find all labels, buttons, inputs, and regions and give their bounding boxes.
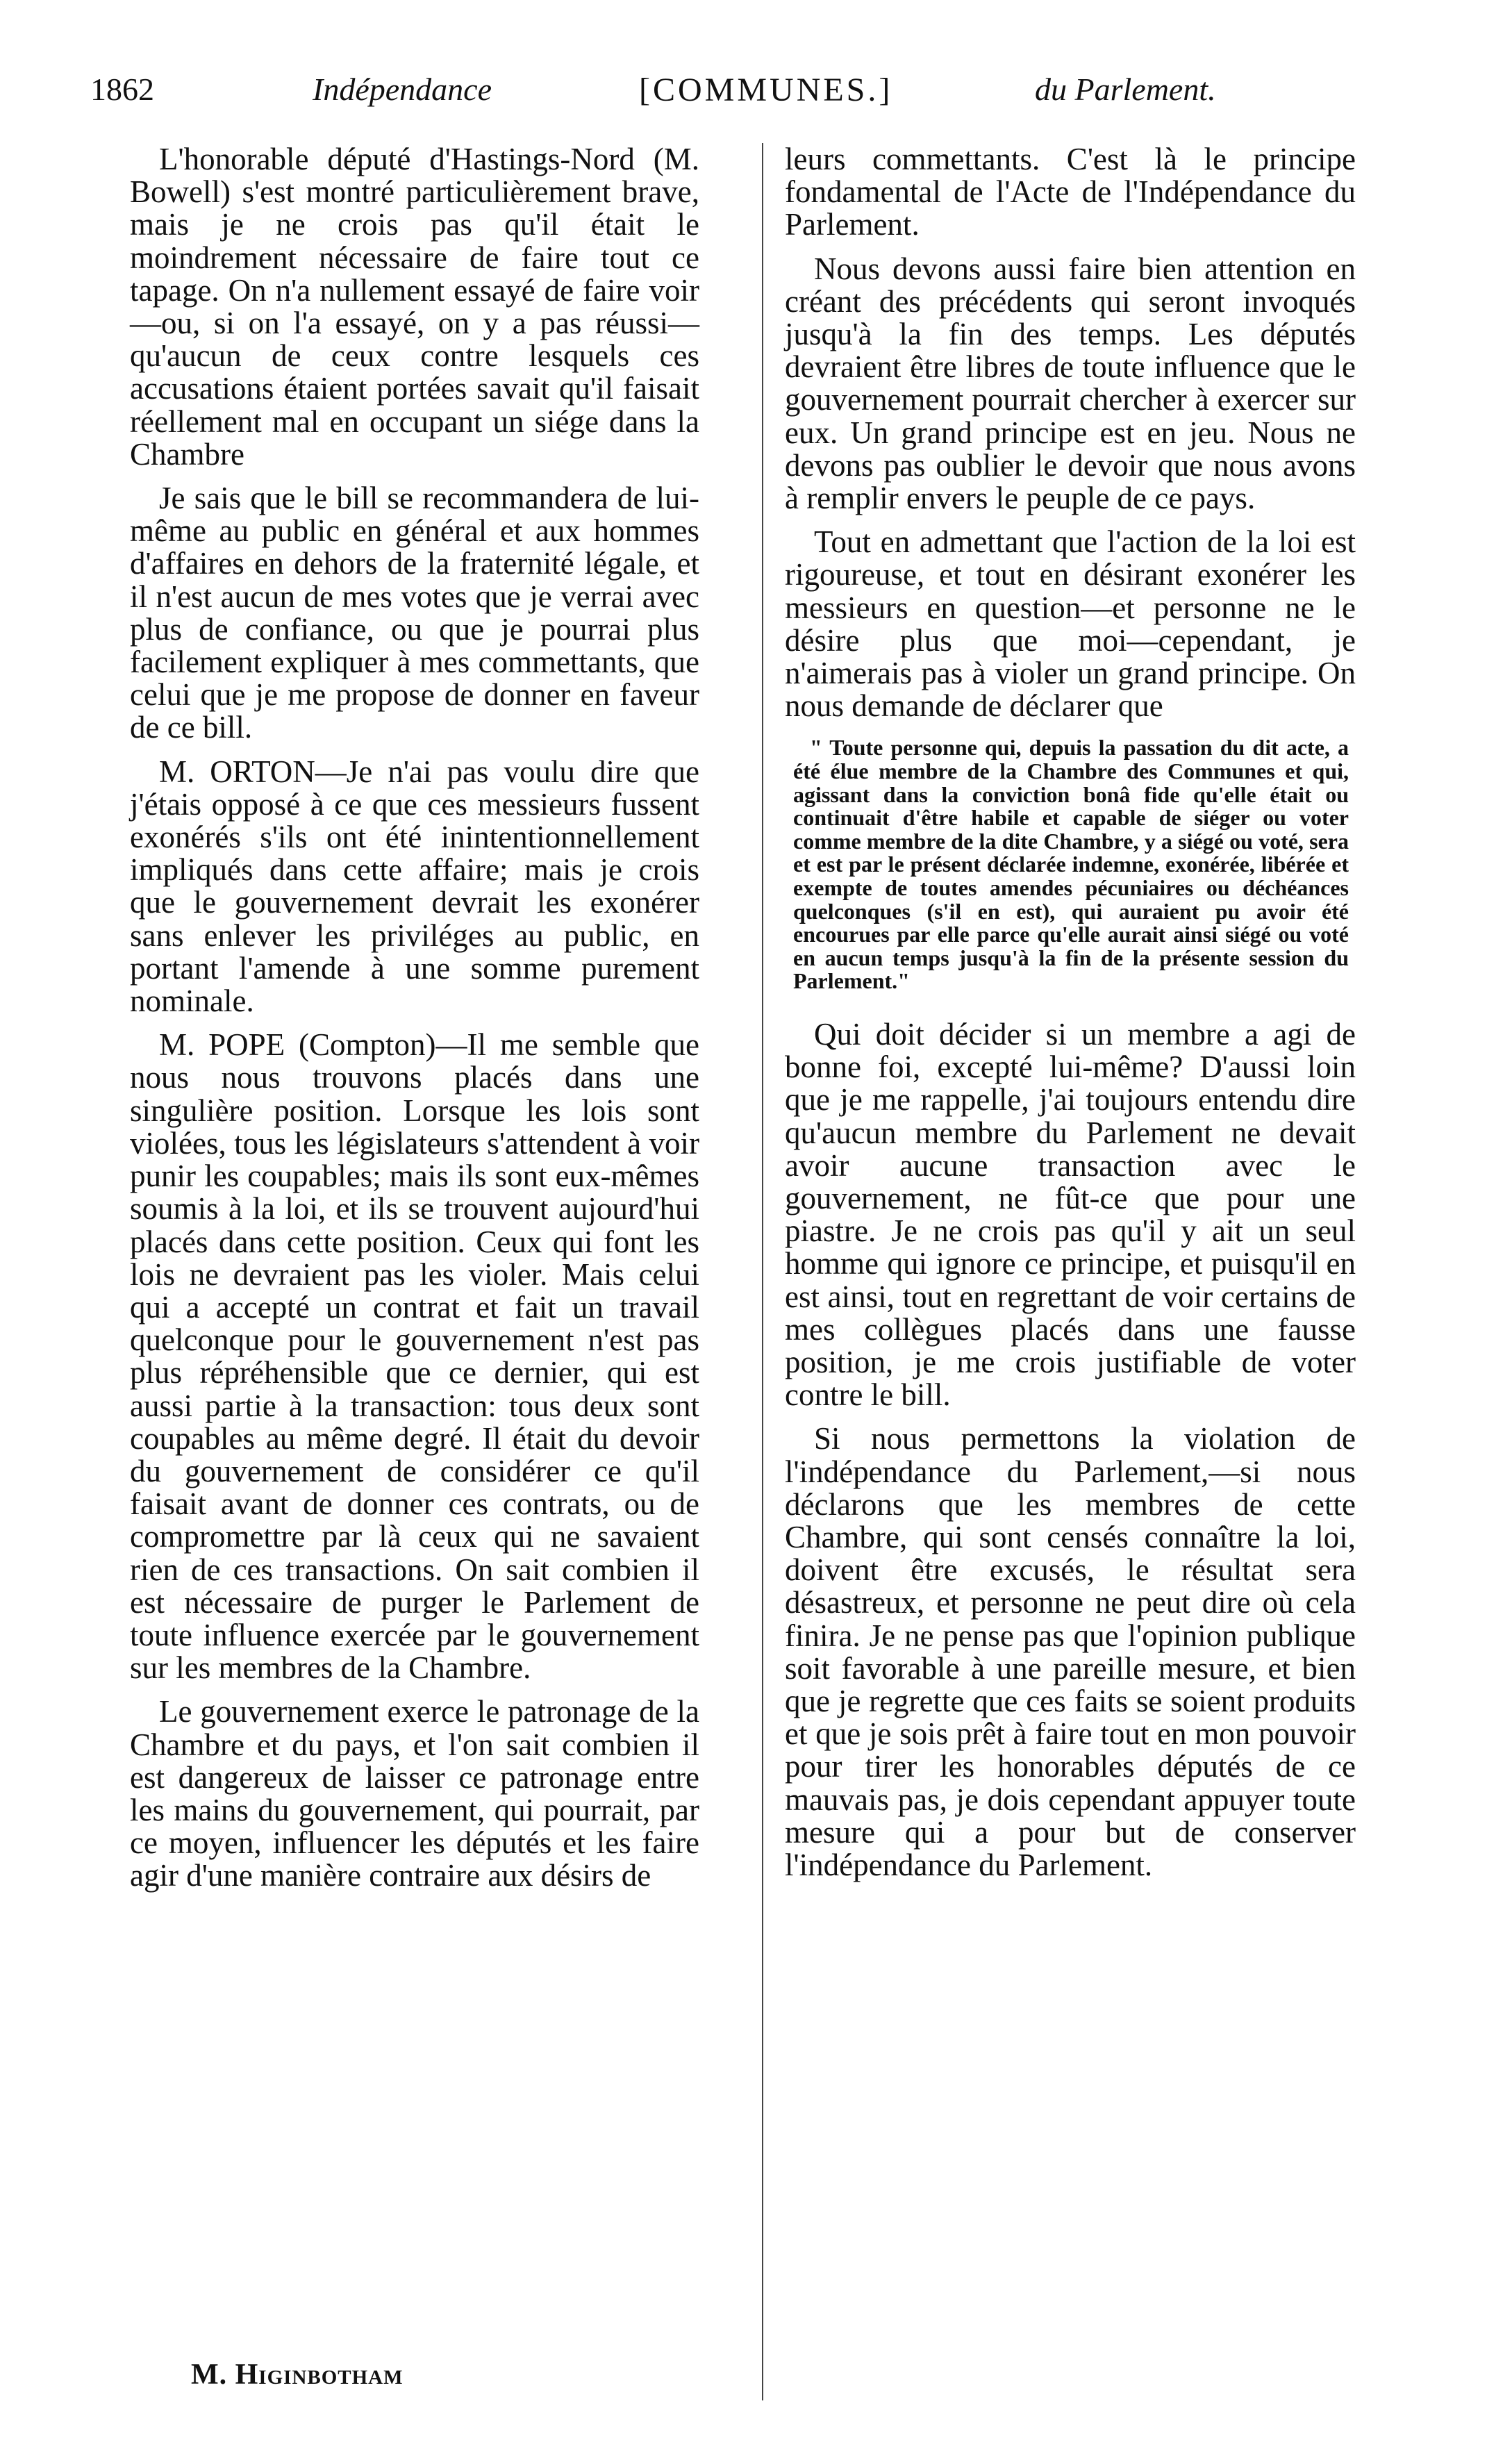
paragraph: M. ORTON—Je n'ai pas voulu dire que j'étais opposé à ce que ces messieurs fussent exonérés s'ils ont été inintentionnellement impliqués dans cette affaire; mais je crois que le gouvernement devrait les exonérer sans enlever les priviléges au public, en portant l'amende à une somme purement nominale. <box>130 754 699 1019</box>
paragraph: leurs commettants. C'est là le principe fondamental de l'Acte de l'Indépendance du Parlement. <box>785 142 1356 242</box>
page-number: 1862 <box>90 72 154 107</box>
running-head-left: Indépendance <box>313 72 492 107</box>
paragraph: Tout en admettant que l'action de la loi est rigoureuse, et tout en désirant exonérer les messieurs en question—et personne ne le désire plus que moi—cependant, je n'aimerais pas à violer un grand principe. On nous demande de déclarer que <box>785 524 1356 724</box>
paragraph: Nous devons aussi faire bien attention en créant des précédents qui seront invoqués jusqu'à la fin des temps. Les députés devraient être libres de toute influence que le gouvernement pourrait chercher à exercer sur eux. Un grand principe est en jeu. Nous ne devons pas oublier le devoir que nous avons à remplir envers le peuple de ce pays. <box>785 251 1356 516</box>
paragraph: M. POPE (Compton)—Il me semble que nous nous trouvons placés dans une singulière position. Lorsque les lois sont violées, tous les législateurs s'attendent à voir punir les coupables; mais ils sont eux-mêmes soumis à la loi, et ils se trouvent aujourd'hui placés dans cette position. Ceux qui font les lois ne devraient pas les violer. Mais celui qui a accepté un contrat et fait un travail quelconque pour le gouvernement n'est pas plus répréhensible que ce dernier, qui est aussi partie à la transaction: tous deux sont coupables au même degré. Il était du devoir du gouvernement de considérer ce qu'il faisait avant de donner ces contrats, ou de compromettre par là ceux qui ne savaient rien de ces transactions. On sait combien il est nécessaire de purger le Parlement de toute influence exercée par le gouvernement sur les membres de la Chambre. <box>130 1027 699 1686</box>
next-speaker-catchword: M. Higinbotham <box>191 2359 404 2391</box>
column-divider <box>762 143 763 2400</box>
paragraph: L'honorable député d'Hastings-Nord (M. Bowell) s'est montré particulièrement brave, mais je ne crois pas qu'il était le moindrement nécessaire de faire tout ce tapage. On n'a nullement essayé de faire voir—ou, si on l'a essayé, on y a pas réussi—qu'aucun de ceux contre lesquels ces accusations étaient portées savait qu'il faisait réellement mal en occupant un siége dans la Chambre <box>130 142 699 472</box>
running-head-center: [COMMUNES.] <box>639 72 893 108</box>
paragraph: Le gouvernement exerce le patronage de la Chambre et du pays, et l'on sait combien il est dangereux de laisser ce patronage entre les mains du gouvernement, qui pourrait, par ce moyen, influencer les députés et les faire agir d'une manière contraire aux désirs de <box>130 1694 699 1893</box>
paragraph: Si nous permettons la violation de l'indépendance du Parlement,—si nous déclarons que les membres de cette Chambre, qui sont censés connaître la loi, doivent être excusés, le résultat sera désastreux, et personne ne peut dire où cela finira. Je ne pense pas que l'opinion publique soit favorable à une pareille mesure, et bien que je regrette que ces faits se soient produits et que je sois prêt à faire tout en mon pouvoir pour tirer les honorables députés de ce mauvais pas, je dois cependant appuyer toute mesure qui a pour but de conserver l'indépendance du Parlement. <box>785 1421 1356 1883</box>
running-head-right: du Parlement. <box>1035 72 1216 107</box>
page-header <box>90 71 1254 119</box>
paragraph: Qui doit décider si un membre a agi de bonne foi, excepté lui-même? D'aussi loin que je me rappelle, j'ai toujours entendu dire qu'aucun membre du Parlement ne devait avoir aucune transaction avec le gouvernement, ne fût-ce que pour une piastre. Je ne crois pas qu'il y ait un seul homme qui ignore ce principe, et puisqu'il en est ainsi, tout en regrettant de voir certains de mes collègues placés dans une fausse position, je me crois justifiable de voter contre le bill. <box>785 1016 1356 1413</box>
quoted-clause: " Toute personne qui, depuis la passation du dit acte, a été élue membre de la Chambre des Communes et qui, agissant dans la conviction bonâ fide qu'elle était ou continuait d'être habile et capable de siéger ou voter comme membre de la dite Chambre, y a siégé ou voté, sera et est par le présent déclarée indemne, exonérée, libérée et exempte de toutes amendes pécuniaires ou déchéances quelconques (s'il en est), qui auraient pu avoir été encourues par elle parce qu'elle aurait ainsi siégé ou voté en aucun temps jusqu'à la fin de la présente session du Parlement." <box>793 735 1349 994</box>
right-column <box>785 143 1356 1893</box>
left-column <box>130 143 699 1904</box>
paragraph: Je sais que le bill se recommandera de lui-même au public en général et aux hommes d'affaires en dehors de la fraternité légale, et il n'est aucun de mes votes que je verrai avec plus de confiance, ou que je pourrai plus facilement expliquer à mes commettants, que celui que je me propose de donner en faveur de ce bill. <box>130 481 699 745</box>
